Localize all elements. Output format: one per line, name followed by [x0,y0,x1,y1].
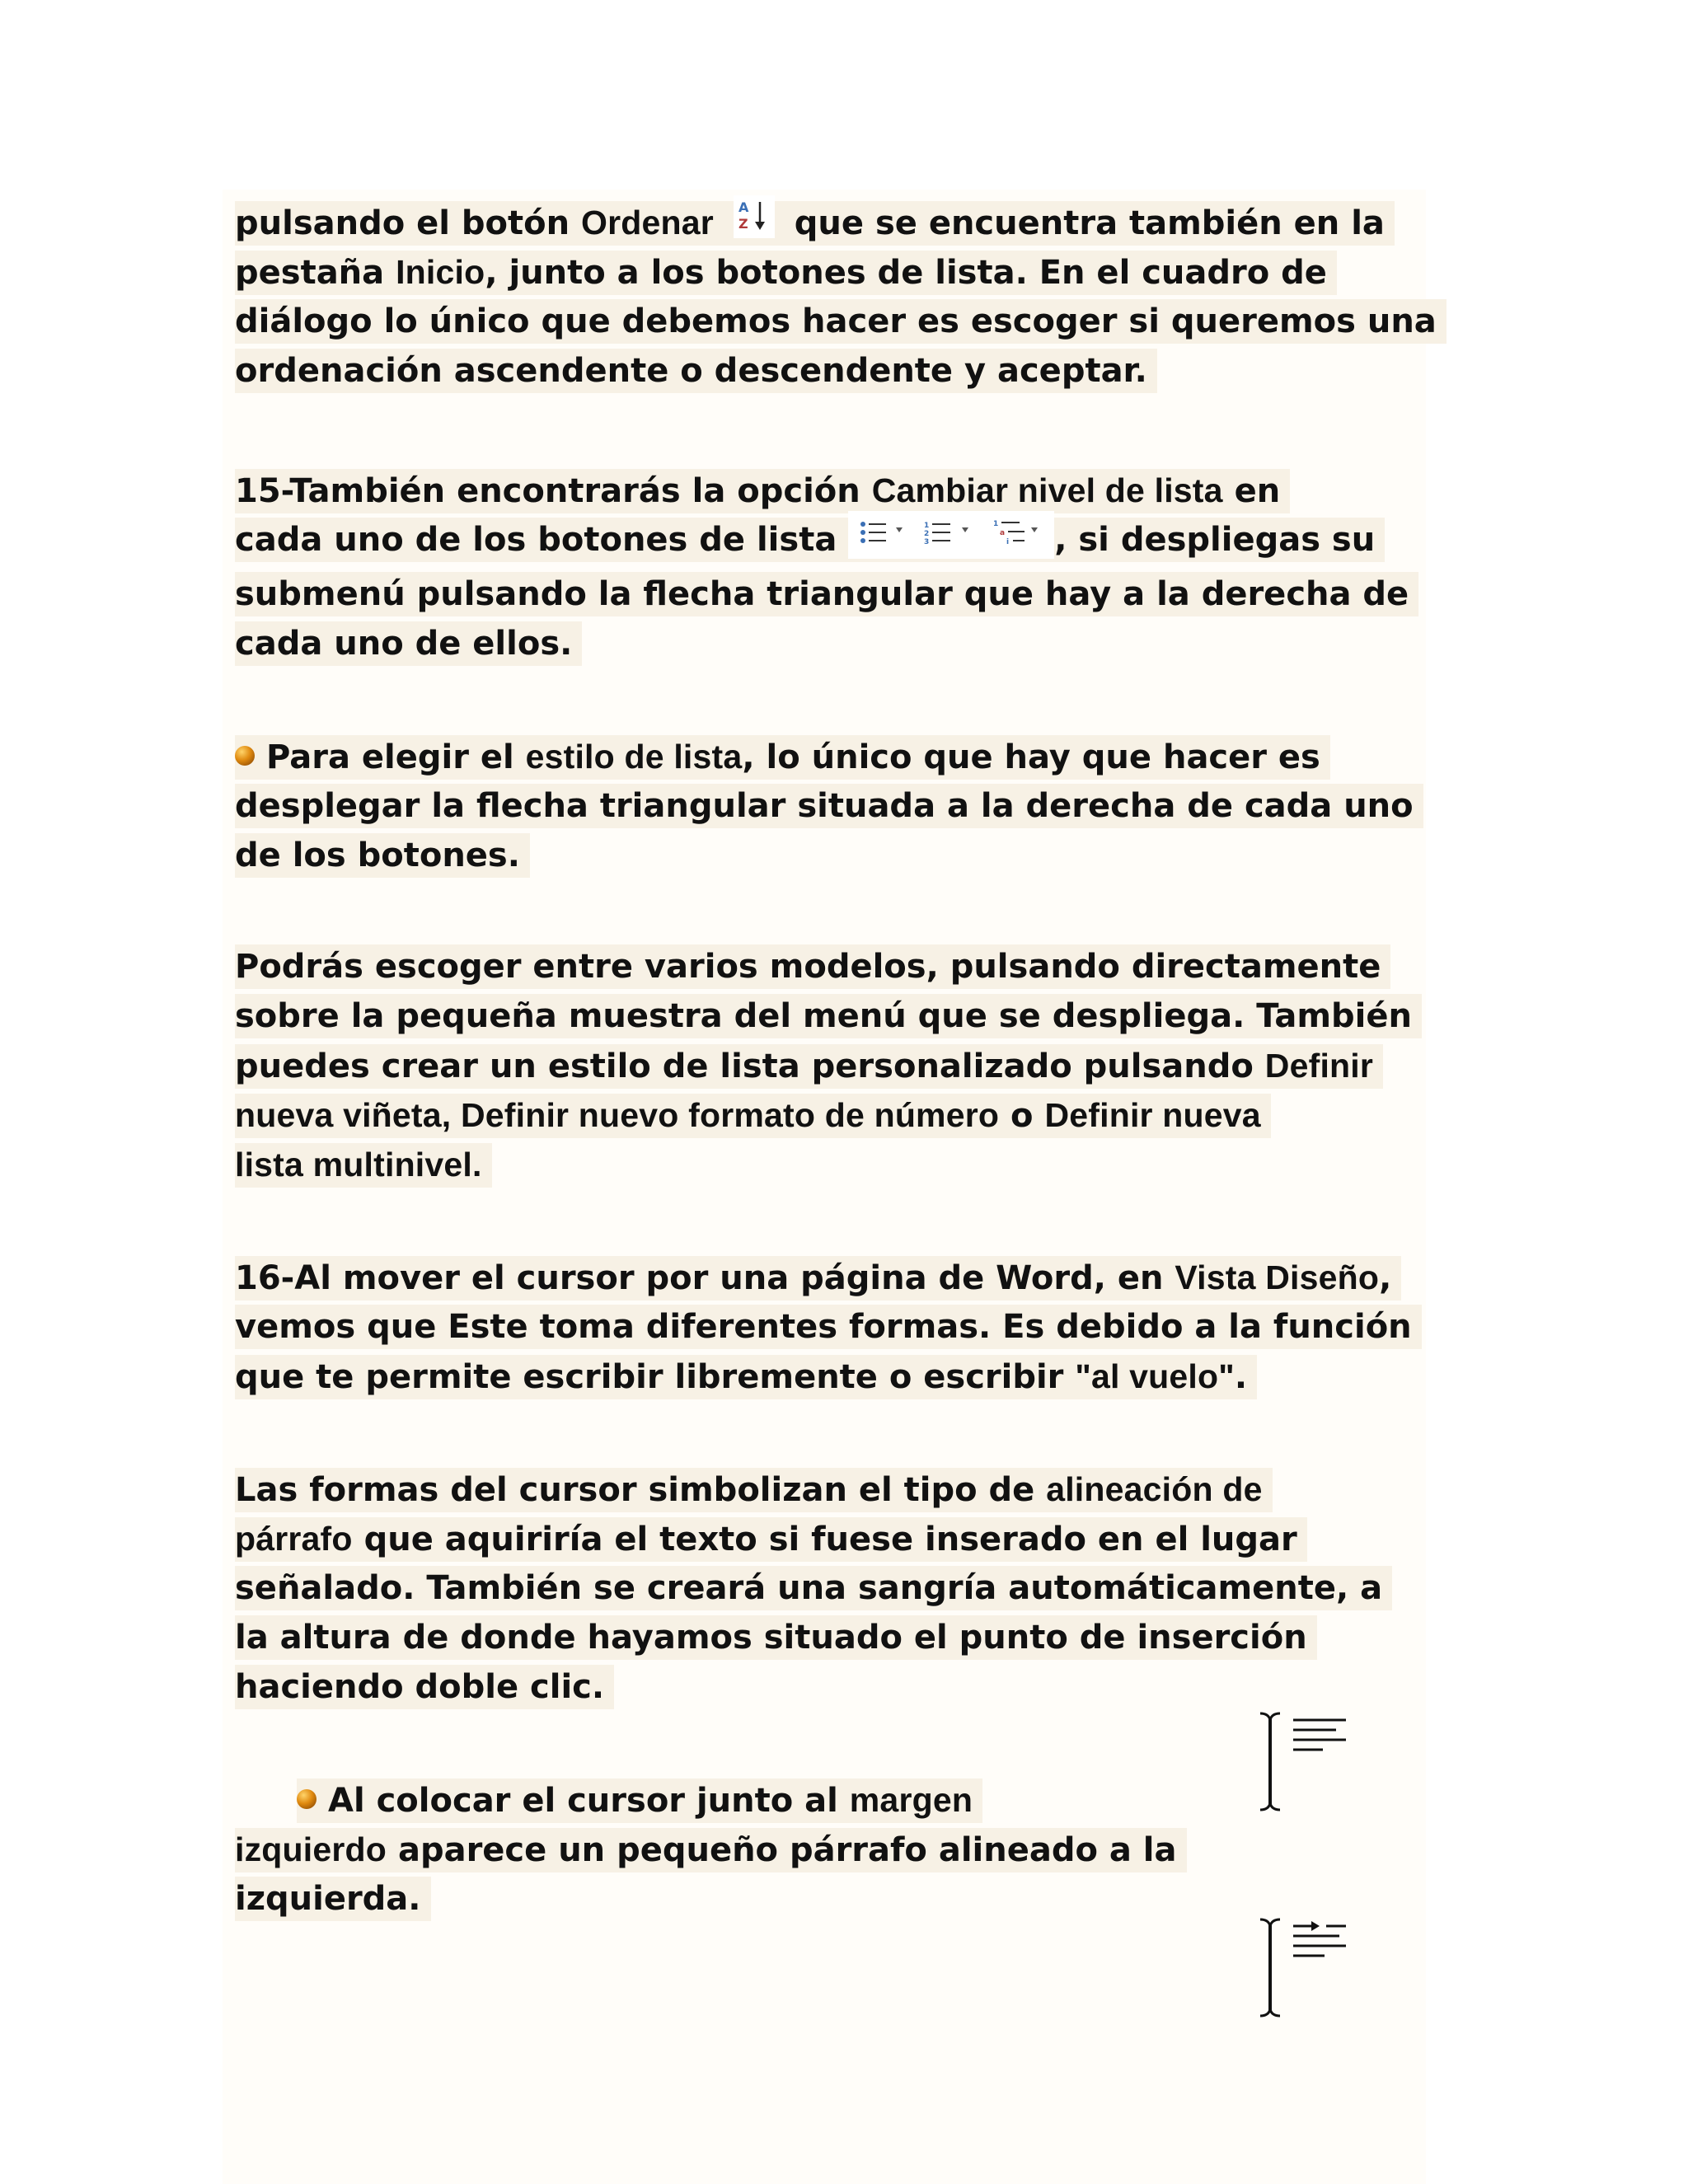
nueva-vineta-term: nueva viñeta, Definir nuevo formato de número [235,1096,1000,1134]
parrafo-term: párrafo [235,1520,353,1558]
definir-term: Definir [1264,1047,1374,1085]
svg-text:Z: Z [738,216,748,232]
orange-ball-bullet-icon [235,746,255,766]
ordenar-term: Ordenar [581,204,714,241]
text: de los botones. [235,833,530,878]
text: en [1222,472,1281,510]
text: izquierda. [235,1877,431,1921]
cambiar-nivel-term: Cambiar nivel de lista [871,471,1223,509]
paragraph-sort [235,198,1447,396]
paragraph-formas [235,1465,1392,1712]
svg-text:A: A [738,199,749,215]
text: Las formas del cursor simbolizan el tipo de [235,1471,1047,1509]
text: cada uno de los botones de lista [235,521,849,559]
orange-ball-bullet-icon [297,1789,316,1809]
text: pulsando el botón [235,204,582,242]
svg-text:3: 3 [924,538,930,546]
text: , si despliegas su [1054,521,1376,559]
list-buttons-group [848,511,1054,559]
inicio-term: Inicio [396,253,485,291]
paragraph-15 [235,466,1418,668]
text: Al colocar el cursor junto al [328,1782,850,1820]
click-and-type-indent-cursor-icon [1257,1916,1356,2022]
text: 16-Al mover el cursor por una página de Word, en [235,1259,1175,1297]
paragraph-modelos [235,942,1422,1189]
text: submenú pulsando la flecha triangular que hay a la derecha de [235,572,1418,616]
estilo-lista-term: estilo de lista [525,738,743,776]
definir-nueva-term: Definir nueva [1044,1096,1261,1134]
text: haciendo doble clic. [235,1665,614,1709]
text: diálogo lo único que debemos hacer es escoger si queremos una [235,299,1447,344]
text: 15-También encontrarás la opción [235,472,872,510]
sort-az-icon [734,195,775,238]
izquierdo-term: izquierdo [235,1830,387,1868]
svg-text:a: a [1000,529,1006,537]
text: vemos que Este toma diferentes formas. Es debido a la función [235,1305,1422,1349]
text: la altura de donde hayamos situado el punto de inserción [235,1615,1317,1660]
text: desplegar la flecha triangular situada a la derecha de cada uno [235,784,1423,828]
text: que se encuentra también en la [782,204,1385,242]
text: que te permite escribir libremente o escribir [235,1358,1076,1396]
bullet-margen-izquierdo [235,1775,1187,1924]
text: cada uno de ellos. [235,621,582,666]
paragraph-16 [235,1253,1422,1401]
text: Para elegir el [266,738,526,776]
text: , [1379,1259,1392,1297]
text: , lo único que hay que hacer es [742,738,1320,776]
click-and-type-left-align-cursor-icon [1257,1710,1356,1816]
alineacion-term: alineación de [1046,1470,1263,1508]
svg-text:i: i [1006,538,1010,546]
text: señalado. También se creará una sangría automáticamente, a [235,1566,1392,1610]
text: puedes crear un estilo de lista personalizado pulsando [235,1047,1265,1085]
text: aparece un pequeño párrafo alineado a la [387,1831,1177,1869]
lista-multinivel-term: lista multinivel. [235,1146,482,1183]
margen-term: margen [849,1781,973,1819]
svg-text:1: 1 [993,520,999,528]
bullet-estilo-lista [235,732,1423,880]
text: , junto a los botones de lista. En el cuadro de [485,254,1327,292]
svg-text:2: 2 [924,530,930,538]
text: . [1234,1358,1248,1396]
text: que aquiriría el texto si fuese inserado en el lugar [352,1521,1297,1558]
text: Podrás escoger entre varios modelos, pulsando directamente [235,944,1390,989]
text: sobre la pequeña muestra del menú que se despliega. También [235,994,1422,1038]
svg-text:1: 1 [924,522,930,530]
al-vuelo-term: "al vuelo" [1075,1357,1235,1395]
text: pestaña [235,254,396,292]
text: ordenación ascendente o descendente y aceptar. [235,349,1157,393]
vista-diseno-term: Vista Diseño [1175,1258,1380,1296]
text: o [999,1097,1045,1135]
